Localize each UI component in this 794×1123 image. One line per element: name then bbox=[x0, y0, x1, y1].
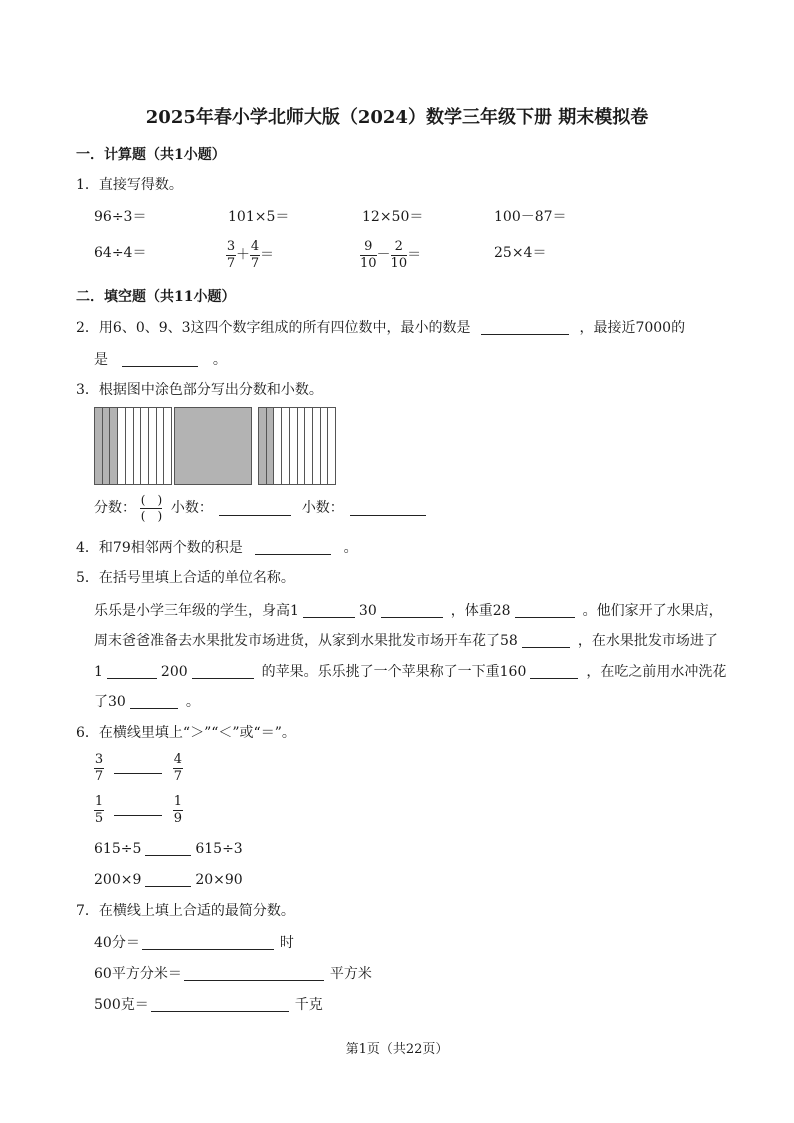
answer-blank[interactable] bbox=[530, 664, 578, 679]
answer-blank[interactable] bbox=[114, 815, 162, 816]
section-heading-calc: 一．计算题（共1小题） bbox=[76, 147, 226, 163]
answer-blank[interactable] bbox=[107, 664, 157, 679]
page-footer: 第1页（共22页） bbox=[345, 1042, 449, 1057]
fraction: $\frac{9}{10}$ bbox=[360, 239, 377, 271]
compare-item bbox=[94, 795, 183, 825]
fraction: $\frac{4}{7}$ bbox=[250, 239, 260, 271]
question-5-line2: 周末爸爸准备去水果批发市场进货，从家到水果批发市场开车花了58 ，在水果批发市场进了 bbox=[94, 633, 718, 649]
empty-cell bbox=[157, 408, 165, 484]
question-4: 4．和79相邻两个数的积是 。 bbox=[76, 540, 358, 556]
convert-item: 500克＝ 千克 bbox=[94, 997, 323, 1013]
empty-cell bbox=[141, 408, 149, 484]
empty-cell bbox=[149, 408, 157, 484]
answer-blank[interactable] bbox=[122, 352, 198, 367]
empty-cell bbox=[274, 408, 282, 484]
answer-blank[interactable] bbox=[381, 603, 443, 618]
calc-item: 25×4＝ bbox=[494, 245, 547, 261]
shaded-cell bbox=[259, 408, 267, 484]
empty-cell bbox=[282, 408, 290, 484]
fraction: $\frac{4}{7}$ bbox=[173, 752, 183, 784]
answer-blank[interactable] bbox=[219, 501, 291, 516]
figure-whole bbox=[174, 407, 252, 485]
fraction-blank[interactable]: $\frac{( )}{( )}$ bbox=[140, 493, 163, 523]
answer-blank[interactable] bbox=[192, 664, 254, 679]
answer-blank[interactable] bbox=[114, 773, 162, 774]
compare-item bbox=[94, 753, 183, 783]
question-7-stem: 7．在横线上填上合适的最简分数。 bbox=[76, 903, 295, 919]
calc-item: 12×50＝ bbox=[362, 209, 424, 225]
compare-item: 615÷5 615÷3 bbox=[94, 841, 243, 857]
answer-blank[interactable] bbox=[522, 633, 570, 648]
question-2-line1: 2．用6、0、9、3这四个数字组成的所有四位数中，最小的数是 ，最接近7000的 bbox=[76, 320, 686, 336]
section-heading-fill: 二．填空题（共11小题） bbox=[76, 289, 236, 305]
answer-blank[interactable] bbox=[145, 872, 191, 887]
shaded-cell bbox=[267, 408, 275, 484]
shaded-cell bbox=[110, 408, 118, 484]
shaded-cell bbox=[175, 408, 251, 484]
calc-item: 100－87＝ bbox=[494, 209, 567, 225]
answer-blank[interactable] bbox=[145, 841, 191, 856]
question-6-stem: 6．在横线里填上“＞”“＜”或“＝”。 bbox=[76, 725, 296, 741]
question-1-stem: 1．直接写得数。 bbox=[76, 177, 183, 193]
fraction: $\frac{3}{7}$ bbox=[94, 752, 104, 784]
empty-cell bbox=[321, 408, 329, 484]
fraction: $\frac{1}{9}$ bbox=[173, 794, 183, 826]
convert-item: 40分＝ 时 bbox=[94, 935, 294, 951]
answer-blank[interactable] bbox=[481, 320, 569, 335]
answer-blank[interactable] bbox=[255, 540, 331, 555]
empty-cell bbox=[118, 408, 126, 484]
question-5-stem: 5．在括号里填上合适的单位名称。 bbox=[76, 570, 295, 586]
page-title: 2025年春小学北师大版（2024）数学三年级下册 期末模拟卷 bbox=[145, 107, 649, 128]
question-5-line1: 乐乐是小学三年级的学生，身高1 30 ，体重28 。他们家开了水果店， bbox=[94, 603, 723, 619]
convert-item: 60平方分米＝ 平方米 bbox=[94, 966, 372, 982]
answer-blank[interactable] bbox=[350, 501, 426, 516]
empty-cell bbox=[313, 408, 321, 484]
compare-item: 200×9 20×90 bbox=[94, 872, 243, 888]
calc-item: 101×5＝ bbox=[228, 209, 290, 225]
shaded-cell bbox=[103, 408, 111, 484]
question-3-answers: 分数： $\frac{( )}{( )}$ 小数： 小数： bbox=[94, 494, 426, 522]
empty-cell bbox=[328, 408, 335, 484]
shaded-cell bbox=[95, 408, 103, 484]
fraction: $\frac{2}{10}$ bbox=[390, 239, 408, 271]
answer-blank[interactable] bbox=[130, 694, 178, 709]
empty-cell bbox=[298, 408, 306, 484]
question-3-stem: 3．根据图中涂色部分写出分数和小数。 bbox=[76, 382, 323, 398]
figure-tenths-1 bbox=[94, 407, 172, 485]
empty-cell bbox=[305, 408, 313, 484]
question-2-line2: 是 。 bbox=[94, 352, 227, 368]
answer-blank[interactable] bbox=[151, 997, 289, 1012]
answer-blank[interactable] bbox=[515, 603, 575, 618]
fraction: $\frac{3}{7}$ bbox=[226, 239, 236, 271]
empty-cell bbox=[164, 408, 171, 484]
calc-item: 64÷4＝ bbox=[94, 245, 147, 261]
question-5-line3: 1 200 的苹果。乐乐挑了一个苹果称了一下重160 ，在吃之前用水冲洗花 bbox=[94, 664, 727, 680]
fraction: $\frac{1}{5}$ bbox=[94, 794, 104, 826]
empty-cell bbox=[134, 408, 142, 484]
answer-blank[interactable] bbox=[142, 935, 274, 950]
empty-cell bbox=[290, 408, 298, 484]
question-5-line4: 了30 。 bbox=[94, 694, 200, 710]
empty-cell bbox=[126, 408, 134, 484]
calc-fraction-expression: $\frac{9}{10}$ － $\frac{2}{10}$ ＝ bbox=[360, 239, 422, 271]
answer-blank[interactable] bbox=[303, 603, 355, 618]
calc-fraction-expression: $\frac{3}{7}$ ＋ $\frac{4}{7}$ ＝ bbox=[226, 239, 274, 271]
figure-tenths-2 bbox=[258, 407, 336, 485]
calc-item: 96÷3＝ bbox=[94, 209, 147, 225]
answer-blank[interactable] bbox=[184, 966, 324, 981]
